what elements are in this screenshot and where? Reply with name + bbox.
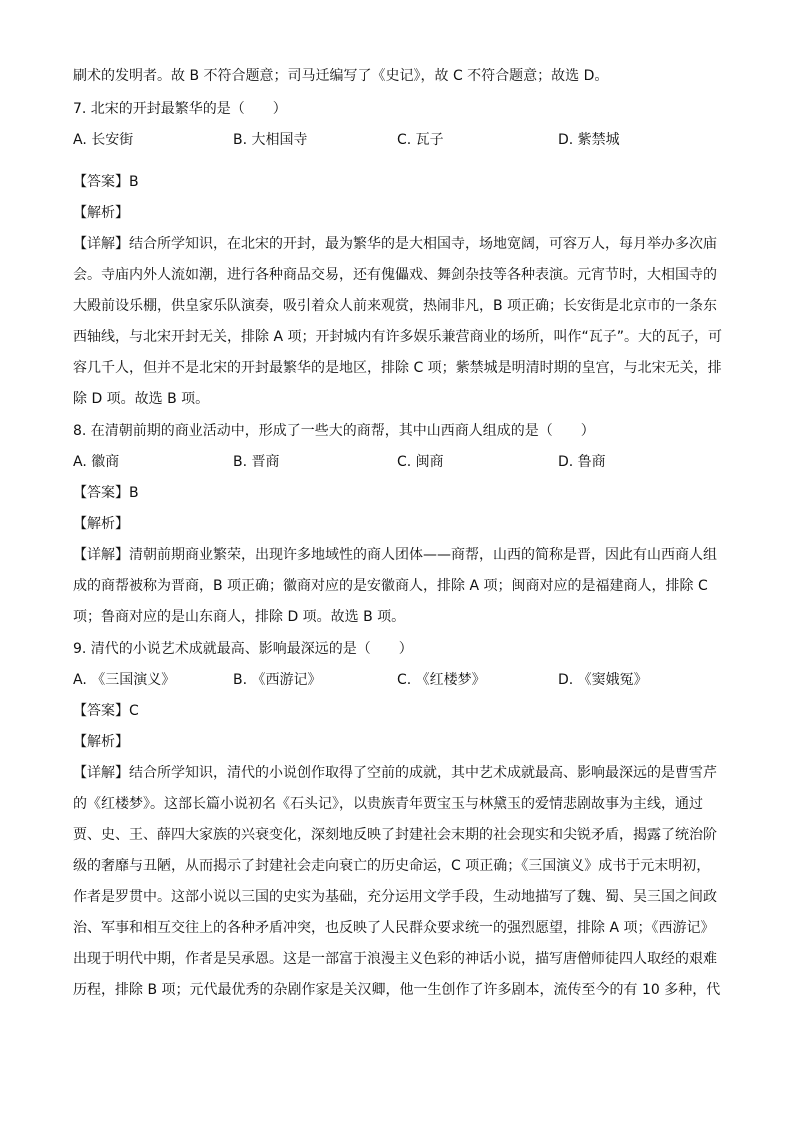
q7-detail-line: 西轴线，与北宋开封无关，排除 A 项；开封城内有许多娱乐兼营商业的场所，叫作“瓦子”。大的瓦子，可 [73, 329, 722, 345]
q7-detail-line: 大殿前设乐棚，供皇家乐队演奏，吸引着众人前来观赏，热闹非凡，B 项正确；长安街是北京市的一条东 [73, 298, 718, 314]
q9-detail-line: 历程，排除 B 项；元代最优秀的杂剧作家是关汉卿，他一生创作了许多剧本，流传至今的有 10 多种，代 [73, 982, 721, 998]
q7-detail-line: 除 D 项。故选 B 项。 [73, 391, 210, 407]
question-9-options [73, 670, 723, 690]
q9-detail-line: 治、军事和相互交往上的各种矛盾冲突，也反映了人民群众要求统一的强烈愿望，排除 A 项；《西游记》 [73, 920, 715, 936]
q8-detail-line: 【详解】清朝前期商业繁荣，出现许多地域性的商人团体——商帮，山西的简称是晋，因此有山西商人组 [73, 547, 717, 563]
q7-detail-line: 【详解】结合所学知识，在北宋的开封，最为繁华的是大相国寺，场地宽阔，可容万人，每月举办多次庙 [73, 236, 717, 252]
question-9: 9. 清代的小说艺术成就最高、影响最深远的是（ ） [73, 641, 413, 657]
q9-option-a: A. 《三国演义》 [73, 672, 176, 688]
q7-option-d: D. 紫禁城 [558, 132, 620, 148]
q8-option-b: B. 晋商 [233, 454, 280, 470]
q7-analysis-label: 【解析】 [73, 205, 129, 221]
q8-option-a: A. 徽商 [73, 454, 120, 470]
question-8: 8. 在清朝前期的商业活动中，形成了一些大的商帮，其中山西商人组成的是（ ） [73, 423, 595, 439]
q8-analysis-label: 【解析】 [73, 516, 129, 532]
q7-answer: 【答案】B [73, 174, 139, 190]
q9-analysis-label: 【解析】 [73, 734, 129, 750]
question-7: 7. 北宋的开封最繁华的是（ ） [73, 101, 287, 117]
q9-detail-line: 【详解】结合所学知识，清代的小说创作取得了空前的成就，其中艺术成就最高、影响最深远的是曹雪芹 [73, 765, 717, 781]
q9-option-d: D. 《窦娥冤》 [558, 672, 648, 688]
question-8-options [73, 452, 723, 472]
q8-detail-line: 成的商帮被称为晋商，B 项正确；徽商对应的是安徽商人，排除 A 项；闽商对应的是福建商人，排除 C [73, 578, 708, 594]
q7-option-b: B. 大相国寺 [233, 132, 308, 148]
q9-detail-line: 贾、史、王、薛四大家族的兴衰变化，深刻地反映了封建社会末期的社会现实和尖锐矛盾，揭露了统治阶 [73, 827, 717, 843]
q7-detail-line: 会。寺庙内外人流如潮，进行各种商品交易，还有傀儡戏、舞剑杂技等各种表演。元宵节时，大相国寺的 [73, 267, 717, 283]
q9-detail-line: 作者是罗贯中。这部小说以三国的史实为基础，充分运用文学手段，生动地描写了魏、蜀、吴三国之间政 [73, 889, 717, 905]
q7-option-a: A. 长安街 [73, 132, 134, 148]
q9-detail-line: 级的奢靡与丑陋，从而揭示了封建社会走向衰亡的历史命运，C 项正确；《三国演义》成书于元末明初， [73, 858, 711, 874]
q8-option-d: D. 鲁商 [558, 454, 606, 470]
text-line-continuation: 刷术的发明者。故 B 不符合题意；司马迁编写了《史记》，故 C 不符合题意；故选 D。 [73, 68, 609, 84]
q9-detail-line: 出现于明代中期，作者是吴承恩。这是一部富于浪漫主义色彩的神话小说，描写唐僧师徒四人取经的艰难 [73, 951, 717, 967]
q7-detail-line: 容几千人，但并不是北宋的开封最繁华的是地区，排除 C 项；紫禁城是明清时期的皇宫，与北宋无关，排 [73, 360, 722, 376]
q9-option-b: B. 《西游记》 [233, 672, 322, 688]
question-7-options [73, 130, 723, 150]
q8-answer: 【答案】B [73, 485, 139, 501]
q8-detail-line: 项；鲁商对应的是山东商人，排除 D 项。故选 B 项。 [73, 609, 406, 625]
q7-option-c: C. 瓦子 [397, 132, 444, 148]
q9-detail-line: 的《红楼梦》。这部长篇小说初名《石头记》，以贵族青年贾宝玉与林黛玉的爱情悲剧故事为主线，通过 [73, 796, 703, 812]
q9-answer: 【答案】C [73, 703, 139, 719]
q9-option-c: C. 《红楼梦》 [397, 672, 486, 688]
q8-option-c: C. 闽商 [397, 454, 444, 470]
